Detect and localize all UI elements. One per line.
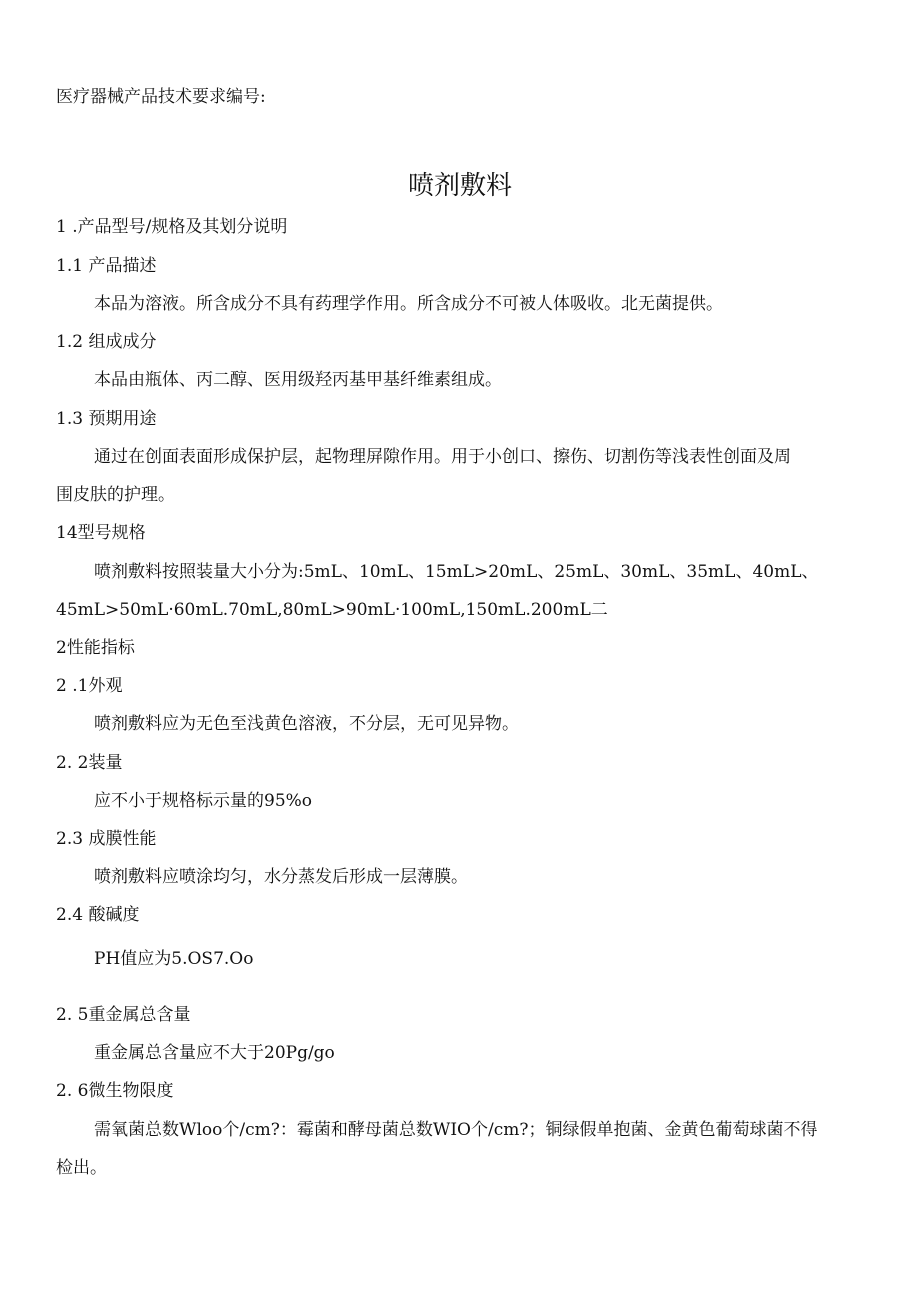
section-1-4-body-line-2: 45mL>50mL·60mL.70mL,80mL>90mL·100mL,150mL.200mL二 [56,600,608,620]
section-1-3-body-line-1: 通过在创面表面形成保护层，起物理屏隙作用。用于小创口、擦伤、切割伤等浅表性创面及周 [94,447,791,467]
section-heading-2-2: 2. 2装量 [56,753,123,773]
section-1-4-body-line-1: 喷剂敷料按照装量大小分为:5mL、10mL、15mL>20mL、25mL、30mL、35mL、40mL、 [94,562,819,582]
section-heading-2-5: 2. 5重金属总含量 [56,1005,191,1025]
section-heading-1-2: 1.2 组成成分 [56,332,157,352]
section-2-6-body-line-2: 检出。 [56,1158,107,1178]
document-title: 喷剂敷料 [407,171,512,201]
section-2-2-body: 应不小于规格标示量的95%o [94,791,313,811]
section-heading-1-1: 1.1 产品描述 [56,256,157,276]
section-heading-1-4: 14型号规格 [56,523,146,543]
section-2-1-body: 喷剂敷料应为无色至浅黄色溶液，不分层，无可见异物。 [94,714,519,734]
section-heading-2: 2性能指标 [56,638,135,658]
section-1-1-body: 本品为溶液。所含成分不具有药理学作用。所含成分不可被人体吸收。北无菌提供。 [94,294,723,314]
section-heading-2-3: 2.3 成膜性能 [56,829,157,849]
section-2-5-body: 重金属总含量应不大于20Pg/go [94,1043,335,1063]
section-1-2-body: 本品由瓶体、丙二醇、医用级羟丙基甲基纤维素组成。 [94,370,502,390]
section-heading-2-6: 2. 6微生物限度 [56,1081,174,1101]
document-number-label: 医疗器械产品技术要求编号: [56,87,266,107]
section-heading-1-3: 1.3 预期用途 [56,409,157,429]
section-heading-2-4: 2.4 酸碱度 [56,905,140,925]
section-2-3-body: 喷剂敷料应喷涂均匀，水分蒸发后形成一层薄膜。 [94,867,468,887]
section-1-3-body-line-2: 围皮肤的护理。 [56,485,175,505]
section-2-4-body: PH值应为5.OS7.Oo [94,949,254,969]
section-heading-2-1: 2 .1外观 [56,676,123,696]
section-heading-1: 1 .产品型号/规格及其划分说明 [56,217,288,237]
section-2-6-body-line-1: 需氧菌总数Wloo个/cm?：霉菌和酵母菌总数WIO个/cm?；铜绿假单抱菌、金黄色葡萄球菌不得 [94,1120,818,1140]
